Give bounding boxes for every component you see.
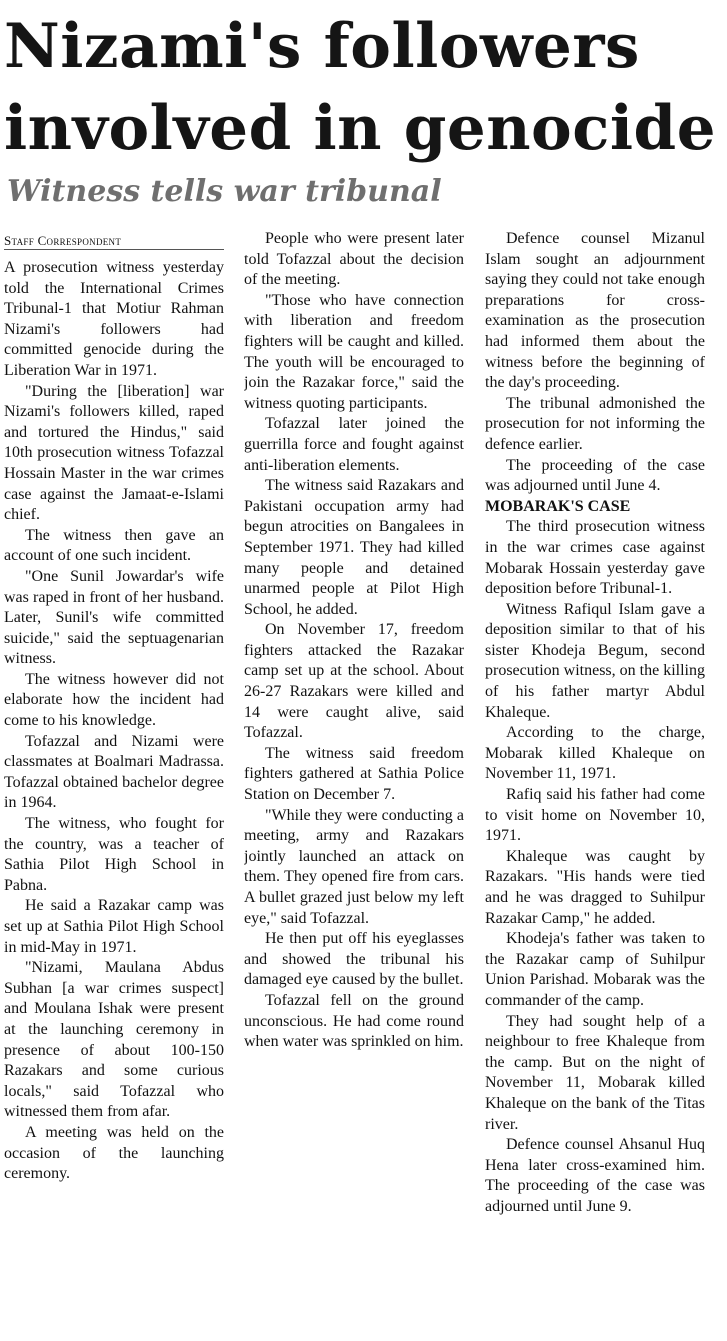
paragraph: On November 17, freedom fighters attacked the Razakar camp set up at the school. About 26-27 Razakars were killed and 14 were caught alive, said Tofazzal. (244, 621, 464, 742)
paragraph: Khaleque was caught by Razakars. "His hands were tied and he was dragged to Suhilpur Razakar Camp," he added. (485, 847, 705, 927)
paragraph: The witness said Razakars and Pakistani occupation army had begun atrocities on Bangalees in September 1971. They had killed many people and detained unarmed people at Pilot High School, he added. (244, 477, 464, 618)
paragraph: According to the charge, Mobarak killed Khaleque on November 11, 1971. (485, 724, 705, 783)
paragraph: A meeting was held on the occasion of the launching ceremony. (4, 1123, 224, 1183)
paragraph: "During the [liberation] war Nizami's followers killed, raped and tortured the Hindus," said 10th prosecution witness Tofazzal Hossain Master in the war crimes case against the Jamaat-e-Islami chief. (4, 382, 224, 524)
paragraph: The tribunal admonished the prosecution for not informing the defence earlier. (485, 394, 705, 453)
paragraph: "One Sunil Jowardar's wife was raped in front of her husband. Later, Sunil's wife committed suicide," said the septuagenarian witness. (4, 567, 224, 668)
paragraph: The witness however did not elaborate how the incident had come to his knowledge. (4, 670, 224, 730)
paragraph: Khodeja's father was taken to the Razakar camp of Suhilpur Union Parishad. Mobarak was the commander of the camp. (485, 930, 705, 1009)
deck-subheadline: Witness tells war tribunal (7, 174, 442, 209)
paragraph: The third prosecution witness in the war crimes case against Mobarak Hossain yesterday gave deposition before Tribunal-1. (485, 518, 705, 598)
paragraph: He said a Razakar camp was set up at Sathia Pilot High School in mid-May in 1971. (4, 897, 224, 956)
paragraph: Rafiq said his father had come to visit home on November 10, 1971. (485, 786, 705, 845)
paragraph: Witness Rafiqul Islam gave a deposition similar to that of his sister Khodeja Begum, second prosecution witness, on the killing of his father martyr Abdul Khaleque. (485, 600, 705, 721)
paragraph: Defence counsel Ahsanul Huq Hena later cross-examined him. The proceeding of the case was adjourned until June 9. (485, 1136, 705, 1215)
paragraph: The proceeding of the case was adjourned until June 4. (485, 456, 705, 495)
paragraph: Defence counsel Mizanul Islam sought an adjournment saying they could not take enough preparations for cross-examination as the prosecution had informed them about the witness before the beginning of the day's proceeding. (485, 230, 705, 392)
paragraph: The witness then gave an account of one such incident. (4, 526, 224, 565)
section-subhead: MOBARAK'S CASE (485, 497, 631, 515)
paragraph: The witness said freedom fighters gathered at Sathia Police Station on December 7. (244, 744, 464, 804)
headline: Nizami's followers involved in genocide (4, 11, 717, 164)
paragraph: The witness, who fought for the country, was a teacher of Sathia Pilot High School in Pabna. (4, 815, 224, 894)
paragraph: Tofazzal later joined the guerrilla force and fought against anti-liberation elements. (244, 415, 464, 474)
article-column-3 (485, 229, 705, 1334)
byline: Staff Correspondent (4, 229, 224, 250)
paragraph: "While they were conducting a meeting, army and Razakars jointly launched an attack on them. They opened fire from cars. A bullet grazed just below my left eye," said Tofazzal. (244, 806, 464, 927)
paragraph: Tofazzal and Nizami were classmates at Boalmari Madrassa. Tofazzal obtained bachelor degree in 1964. (4, 732, 224, 812)
paragraph: Tofazzal fell on the ground unconscious. He had come round when water was sprinkled on him. (244, 991, 464, 1051)
article-column-2 (244, 229, 464, 1334)
paragraph: "Nizami, Maulana Abdus Subhan [a war crimes suspect] and Moulana Ishak were present at the launching ceremony in presence of about 100-150 Razakars and some curious locals," said Tofazzal who witnessed them from afar. (4, 959, 224, 1121)
paragraph: He then put off his eyeglasses and showed the tribunal his damaged eye caused by the bullet. (244, 930, 464, 989)
article-column-1 (4, 229, 224, 1334)
paragraph: A prosecution witness yesterday told the International Crimes Tribunal-1 that Motiur Rahman Nizami's followers had committed genocide during the Liberation War in 1971. (4, 259, 224, 379)
paragraph: They had sought help of a neighbour to free Khaleque from the camp. But on the night of November 11, Mobarak killed Khaleque on the bank of the Titas river. (485, 1012, 705, 1133)
paragraph: People who were present later told Tofazzal about the decision of the meeting. (244, 230, 464, 289)
paragraph: "Those who have connection with liberation and freedom fighters will be caught and killed. The youth will be encouraged to join the Razakar force," said the witness quoting participants. (244, 291, 464, 412)
